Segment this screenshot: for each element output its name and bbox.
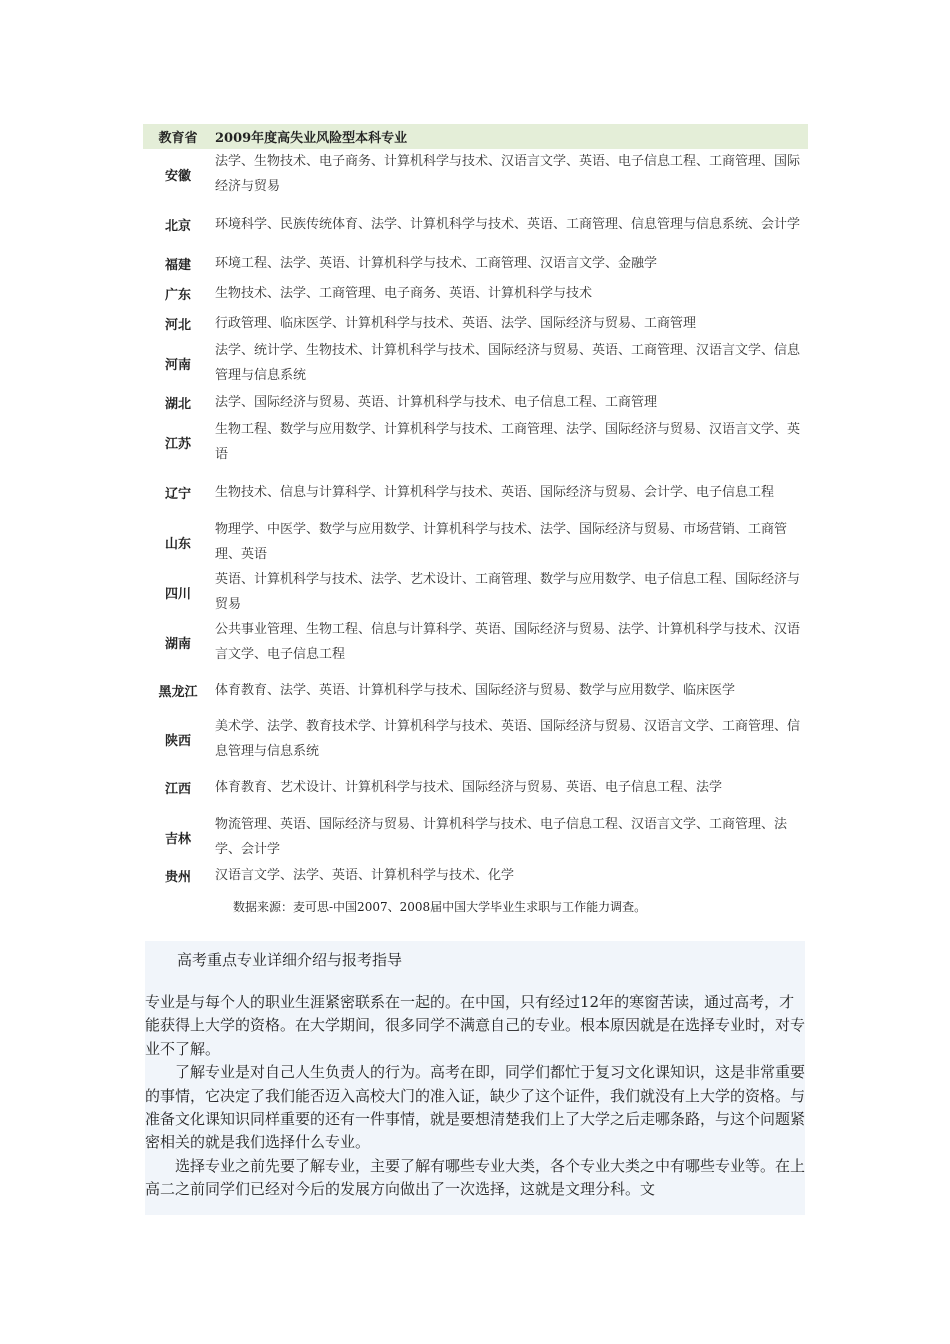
table-row (143, 714, 808, 764)
majors-cell: 环境科学、民族传统体育、法学、计算机科学与技术、英语、工商管理、信息管理与信息系统、会计学 (215, 216, 801, 232)
unemployment-risk-table (143, 124, 808, 888)
table-row (143, 249, 808, 278)
province-cell: 北京 (164, 218, 191, 234)
majors-cell: 环境工程、法学、英语、计算机科学与技术、工商管理、汉语言文学、金融学 (215, 256, 658, 271)
province-cell: 四川 (164, 586, 191, 602)
table-row (143, 517, 808, 567)
table-row (143, 764, 808, 811)
table-row (143, 667, 808, 714)
province-cell: 福建 (164, 258, 191, 273)
province-cell: 江西 (164, 782, 191, 797)
province-cell: 山东 (164, 536, 191, 552)
majors-cell: 法学、生物技术、电子商务、计算机科学与技术、汉语言文学、英语、电子信息工程、工商管理、国际经济与贸易 (215, 154, 801, 194)
province-cell: 广东 (164, 287, 191, 303)
table-row (143, 338, 808, 388)
table-row (143, 811, 808, 863)
province-cell: 贵州 (164, 870, 191, 885)
table-row (143, 467, 808, 517)
article-paragraph: 专业是与每个人的职业生涯紧密联系在一起的。在中国，只有经过12年的寒窗苦读，通过高考，才能获得上大学的资格。在大学期间，很多同学不满意自己的专业。根本原因就是在选择专业时，对专业不了解。 (145, 993, 805, 1058)
article-title: 高考重点专业详细介绍与报考指导 (177, 951, 403, 969)
article-paragraph: 了解专业是对自己人生负责人的行为。高考在即，同学们都忙于复习文化课知识，这是非常重要的事情，它决定了我们能否迈入高校大门的准入证，缺少了这个证件，我们就没有上大学的资格。与准备文化课知识同样重要的还有一件事情，就是要想清楚我们上了大学之后走哪条路，与这个问题紧密相关的就是我们选择什么专业。 (145, 1063, 805, 1152)
data-source-note: 数据来源：麦可思-中国2007、2008届中国大学毕业生求职与工作能力调查。 (233, 900, 647, 914)
majors-cell: 体育教育、艺术设计、计算机科学与技术、国际经济与贸易、英语、电子信息工程、法学 (215, 780, 723, 795)
province-cell: 黑龙江 (158, 685, 198, 700)
table-row (143, 149, 808, 199)
majors-cell: 公共事业管理、生物工程、信息与计算科学、英语、国际经济与贸易、法学、计算机科学与技术、汉语言文学、电子信息工程 (215, 622, 801, 662)
majors-cell: 英语、计算机科学与技术、法学、艺术设计、工商管理、数学与应用数学、电子信息工程、国际经济与贸易 (215, 572, 801, 612)
table-row (143, 308, 808, 338)
majors-cell: 物理学、中医学、数学与应用数学、计算机科学与技术、法学、国际经济与贸易、市场营销、工商管理、英语 (215, 522, 788, 562)
province-cell: 江苏 (164, 436, 191, 452)
table-row (143, 417, 808, 467)
table-header (143, 124, 808, 149)
province-cell: 河南 (164, 357, 191, 373)
majors-cell: 行政管理、临床医学、计算机科学与技术、英语、法学、国际经济与贸易、工商管理 (215, 315, 697, 331)
majors-cell: 生物技术、信息与计算科学、计算机科学与技术、英语、国际经济与贸易、会计学、电子信息工程 (215, 484, 775, 500)
majors-cell: 汉语言文学、法学、英语、计算机科学与技术、化学 (215, 868, 515, 883)
province-cell: 安徽 (164, 168, 191, 184)
province-cell: 吉林 (164, 831, 191, 847)
province-cell: 湖南 (164, 636, 191, 652)
article-paragraph: 选择专业之前先要了解专业，主要了解有哪些专业大类，各个专业大类之中有哪些专业等。在上高二之前同学们已经对今后的发展方向做出了一次选择，这就是文理分科。文 (145, 1156, 805, 1199)
article-section (145, 941, 805, 1215)
majors-cell: 法学、国际经济与贸易、英语、计算机科学与技术、电子信息工程、工商管理 (215, 395, 658, 410)
table-row (143, 199, 808, 249)
table-row (143, 567, 808, 617)
header-majors: 2009年度高失业风险型本科专业 (215, 131, 408, 146)
province-cell: 河北 (164, 317, 191, 333)
table-row (143, 278, 808, 308)
majors-cell: 美术学、法学、教育技术学、计算机科学与技术、英语、国际经济与贸易、汉语言文学、工商管理、信息管理与信息系统 (215, 719, 801, 759)
province-cell: 陕西 (164, 733, 191, 749)
majors-cell: 法学、统计学、生物技术、计算机科学与技术、国际经济与贸易、英语、工商管理、汉语言文学、信息管理与信息系统 (215, 343, 801, 383)
header-province: 教育省 (158, 131, 198, 146)
table-row (143, 388, 808, 417)
province-cell: 湖北 (164, 397, 191, 412)
article-body (145, 991, 805, 1202)
majors-cell: 生物技术、法学、工商管理、电子商务、英语、计算机科学与技术 (215, 285, 593, 301)
majors-cell: 物流管理、英语、国际经济与贸易、计算机科学与技术、电子信息工程、汉语言文学、工商管理、法学、会计学 (215, 817, 788, 857)
table-row (143, 863, 808, 888)
majors-cell: 生物工程、数学与应用数学、计算机科学与技术、工商管理、法学、国际经济与贸易、汉语言文学、英语 (215, 422, 801, 462)
province-cell: 辽宁 (164, 486, 191, 502)
table-row (143, 617, 808, 667)
majors-cell: 体育教育、法学、英语、计算机科学与技术、国际经济与贸易、数学与应用数学、临床医学 (215, 683, 736, 698)
